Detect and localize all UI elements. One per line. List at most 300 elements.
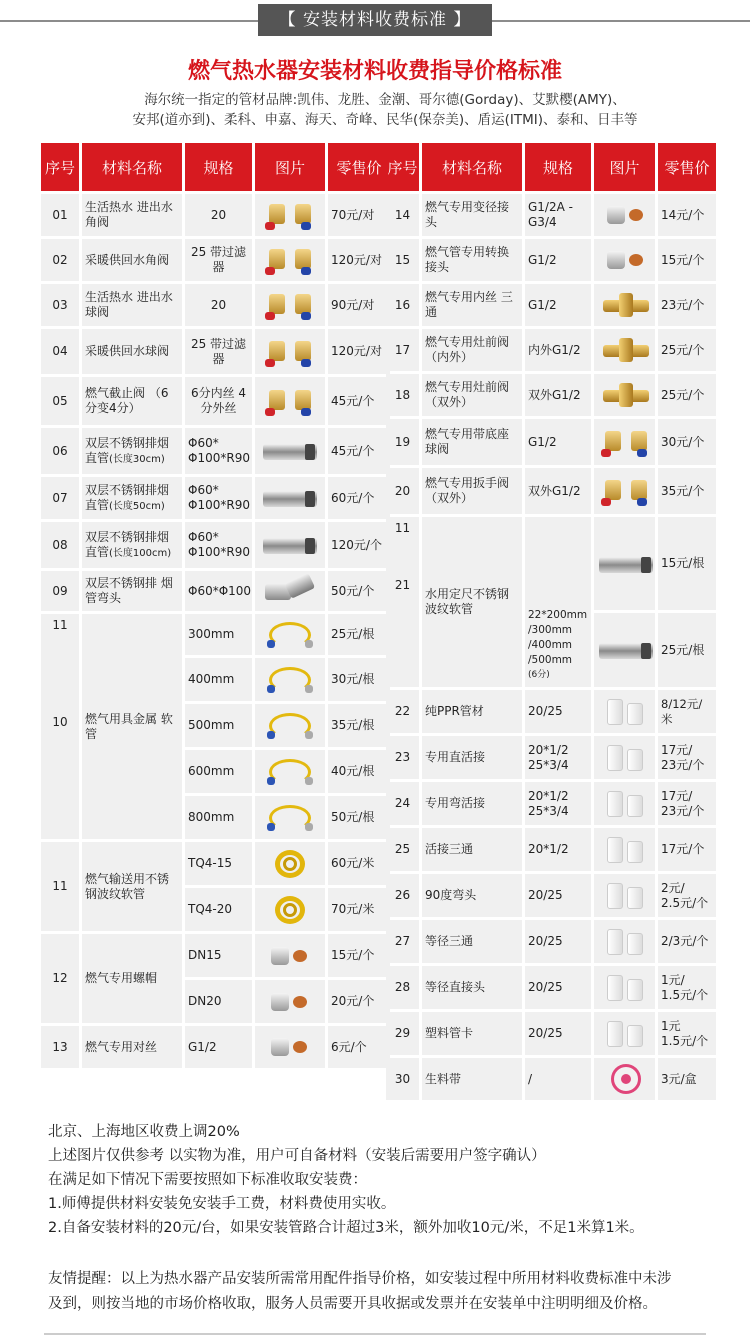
item-spec: G1/2 xyxy=(525,419,591,465)
icon-shape xyxy=(269,204,285,224)
brand-line-2: 安邦(道亦到)、柔科、申嘉、海天、奇峰、民华(保奈美)、盾运(ITMI)、泰和、日丰等 xyxy=(132,112,638,128)
table-row xyxy=(41,934,390,977)
banner-divider-left xyxy=(0,20,258,22)
icon-shape xyxy=(301,359,311,367)
row-no: 06 xyxy=(41,428,79,474)
item-picture xyxy=(594,828,655,871)
table-row xyxy=(41,842,390,885)
spec-line-2: Φ100*R90 xyxy=(188,498,250,512)
item-name xyxy=(82,522,182,568)
gas-hose-icon xyxy=(261,618,319,652)
valve-icon xyxy=(597,378,655,412)
icon-shape xyxy=(305,538,315,554)
item-picture xyxy=(594,1012,655,1055)
table-row xyxy=(41,571,390,611)
item-picture xyxy=(255,658,325,701)
friendly-reminder xyxy=(48,1267,718,1317)
item-spec: 400mm xyxy=(185,658,252,701)
icon-shape xyxy=(267,777,275,785)
item-picture xyxy=(594,284,655,326)
nipple-icon xyxy=(261,1030,319,1064)
item-picture xyxy=(594,782,655,825)
icon-shape xyxy=(641,557,651,573)
table-row xyxy=(41,477,390,519)
table-row xyxy=(41,329,390,374)
item-picture xyxy=(594,920,655,963)
row-no: 01 xyxy=(41,194,79,236)
item-picture xyxy=(255,477,325,519)
row-no: 24 xyxy=(386,782,419,825)
icon-shape xyxy=(605,480,621,500)
icon-shape xyxy=(607,251,625,269)
item-name xyxy=(82,477,182,519)
coupling-icon xyxy=(597,971,655,1005)
item-name: 燃气专用内丝 三通 xyxy=(422,284,522,326)
valve-icon xyxy=(261,198,319,232)
item-picture xyxy=(594,517,655,610)
icon-shape xyxy=(269,390,285,410)
item-price: 50元/根 xyxy=(328,796,390,839)
item-spec: 20/25 xyxy=(525,966,591,1009)
row-no: 15 xyxy=(386,239,419,281)
item-name: 专用直活接 xyxy=(422,736,522,779)
icon-shape xyxy=(607,1021,623,1047)
item-name: 生活热水 进出水球阀 xyxy=(82,284,182,326)
item-picture xyxy=(594,874,655,917)
item-price: 70元/对 xyxy=(328,194,390,236)
item-name: 活接三通 xyxy=(422,828,522,871)
item-name: 生料带 xyxy=(422,1058,522,1100)
icon-shape xyxy=(305,823,313,831)
icon-shape xyxy=(295,249,311,269)
item-spec xyxy=(185,522,252,568)
spec-line: /400mm xyxy=(528,639,573,651)
row-no: 30 xyxy=(386,1058,419,1100)
item-price: 17元/个 xyxy=(658,828,716,871)
icon-shape xyxy=(269,294,285,314)
item-picture xyxy=(255,842,325,885)
item-picture xyxy=(255,239,325,281)
icon-shape xyxy=(305,491,315,507)
item-name: 燃气用具金属 软管 xyxy=(82,614,182,839)
item-spec: 20*1/2 xyxy=(525,828,591,871)
item-picture xyxy=(255,888,325,931)
row-no: 17 xyxy=(386,329,419,371)
item-name xyxy=(82,428,182,474)
header-price: 零售价 xyxy=(658,143,716,191)
item-price xyxy=(658,966,716,1009)
page-title: 燃气热水器安装材料收费指导价格标准 xyxy=(187,59,562,84)
item-spec: G1/2 xyxy=(525,284,591,326)
length-note: (长度30cm) xyxy=(109,453,165,465)
union-icon xyxy=(597,741,655,775)
item-price: 50元/个 xyxy=(328,571,390,611)
spec-line-1: 20*1/2 xyxy=(528,788,569,803)
table-header xyxy=(386,143,716,191)
item-spec: 25 带过滤器 xyxy=(185,329,252,374)
item-spec xyxy=(525,736,591,779)
icon-shape xyxy=(265,267,275,275)
item-spec: DN20 xyxy=(185,980,252,1023)
row-no: 26 xyxy=(386,874,419,917)
valve-icon xyxy=(261,335,319,369)
item-spec xyxy=(525,517,591,687)
icon-shape xyxy=(265,359,275,367)
table-row xyxy=(386,828,716,871)
header-name: 材料名称 xyxy=(82,143,182,191)
item-price: 120元/对 xyxy=(328,329,390,374)
row-no: 12 xyxy=(41,934,79,1023)
icon-shape xyxy=(631,431,647,451)
item-picture xyxy=(594,736,655,779)
item-picture xyxy=(594,329,655,371)
icon-shape xyxy=(637,449,647,457)
icon-shape xyxy=(293,950,307,962)
item-picture xyxy=(594,1058,655,1100)
section-banner: 【 安装材料收费标准 】 xyxy=(258,4,492,36)
spec-line-1: Φ60* xyxy=(188,530,219,544)
item-price: 30元/根 xyxy=(328,658,390,701)
icon-shape xyxy=(267,823,275,831)
banner-divider-right xyxy=(492,20,750,22)
item-spec: TQ4-20 xyxy=(185,888,252,931)
icon-shape xyxy=(293,1041,307,1053)
icon-shape xyxy=(305,444,315,460)
table-header xyxy=(41,143,390,191)
item-spec: 20 xyxy=(185,284,252,326)
item-name: 燃气专用灶前阀 （双外） xyxy=(422,374,522,416)
item-picture xyxy=(255,194,325,236)
table-row xyxy=(386,284,716,326)
table-row xyxy=(386,874,716,917)
price-line-2: 23元/个 xyxy=(661,803,705,818)
note-line: 在满足如下情况下需要按照如下标准收取安装费： xyxy=(48,1172,367,1188)
item-picture xyxy=(594,690,655,733)
row-no: 09 xyxy=(41,571,79,611)
table-row xyxy=(386,782,716,825)
item-name: 90度弯头 xyxy=(422,874,522,917)
row-no: 20 xyxy=(386,468,419,514)
price-table-left xyxy=(38,140,393,1071)
item-name: 塑料管卡 xyxy=(422,1012,522,1055)
icon-shape xyxy=(627,841,643,863)
row-no: 23 xyxy=(386,736,419,779)
spec-line-2: Φ100*R90 xyxy=(188,451,250,465)
item-name: 等径直接头 xyxy=(422,966,522,1009)
corrugated-hose-icon xyxy=(261,847,319,881)
table-row xyxy=(386,374,716,416)
price-line-1: 1元 xyxy=(661,1018,681,1033)
header-spec: 规格 xyxy=(525,143,591,191)
table-row xyxy=(41,377,390,425)
row-no: 02 xyxy=(41,239,79,281)
icon-shape xyxy=(305,777,313,785)
notes-section xyxy=(48,1120,728,1240)
item-price xyxy=(658,1012,716,1055)
row-no xyxy=(41,614,79,839)
item-spec: Φ60*Φ100 xyxy=(185,571,252,611)
row-no: 07 xyxy=(41,477,79,519)
icon-shape xyxy=(607,975,623,1001)
icon-shape xyxy=(293,996,307,1008)
item-picture xyxy=(255,980,325,1023)
price-line-1: 2元/ xyxy=(661,880,685,895)
icon-shape xyxy=(607,791,623,817)
ball-valve-icon xyxy=(597,425,655,459)
row-no-main: 21 xyxy=(394,578,411,592)
spec-line-1: Φ60* xyxy=(188,483,219,497)
icon-shape xyxy=(627,933,643,955)
price-line-1: 1元/ xyxy=(661,972,685,987)
item-spec: G1/2 xyxy=(185,1026,252,1068)
item-price: 8/12元/米 xyxy=(658,690,716,733)
reducer-icon xyxy=(597,198,655,232)
item-picture xyxy=(255,704,325,747)
item-picture xyxy=(255,750,325,793)
table-row xyxy=(386,194,716,236)
icon-shape xyxy=(295,294,311,314)
row-no: 03 xyxy=(41,284,79,326)
row-no: 22 xyxy=(386,690,419,733)
row-no-top: 11 xyxy=(394,521,411,535)
length-note: (长度100cm) xyxy=(109,547,172,559)
item-price: 25元/个 xyxy=(658,329,716,371)
item-price: 25元/根 xyxy=(328,614,390,655)
item-spec: 600mm xyxy=(185,750,252,793)
spec-line-2: 25*3/4 xyxy=(528,803,569,818)
item-name: 燃气专用灶前阀 （内外） xyxy=(422,329,522,371)
item-spec: 6分内丝 4分外丝 xyxy=(185,377,252,425)
item-price: 35元/根 xyxy=(328,704,390,747)
icon-shape xyxy=(269,249,285,269)
icon-shape xyxy=(267,685,275,693)
item-spec: G1/2A -G3/4 xyxy=(525,194,591,236)
tee-icon xyxy=(597,925,655,959)
table-row xyxy=(386,329,716,371)
price-line-2: 1.5元/个 xyxy=(661,1033,709,1048)
item-picture xyxy=(255,614,325,655)
item-picture xyxy=(594,194,655,236)
item-spec: DN15 xyxy=(185,934,252,977)
item-spec: 20/25 xyxy=(525,920,591,963)
icon-shape xyxy=(607,929,623,955)
icon-shape xyxy=(285,573,315,598)
item-name: 燃气专用带底座 球阀 xyxy=(422,419,522,465)
icon-shape xyxy=(265,312,275,320)
icon-shape xyxy=(301,408,311,416)
row-no: 05 xyxy=(41,377,79,425)
spec-line-2: 25*3/4 xyxy=(528,757,569,772)
item-picture xyxy=(594,374,655,416)
item-spec: 双外G1/2 xyxy=(525,374,591,416)
brand-line-1: 海尔统一指定的管材品牌:凯伟、龙胜、金潮、哥尔德(Gorday)、艾默樱(AMY)、 xyxy=(144,92,626,108)
row-no: 29 xyxy=(386,1012,419,1055)
icon-shape xyxy=(305,731,313,739)
item-name: 双层不锈钢排 烟管弯头 xyxy=(82,571,182,611)
item-spec: 内外G1/2 xyxy=(525,329,591,371)
item-picture xyxy=(255,796,325,839)
icon-shape xyxy=(629,209,643,221)
icon-shape xyxy=(627,887,643,909)
item-name: 采暖供回水球阀 xyxy=(82,329,182,374)
icon-shape xyxy=(601,498,611,506)
icon-shape xyxy=(267,731,275,739)
gas-hose-icon xyxy=(261,755,319,789)
icon-shape xyxy=(283,857,297,871)
item-name: 专用弯活接 xyxy=(422,782,522,825)
valve-icon xyxy=(261,288,319,322)
icon-shape xyxy=(301,267,311,275)
item-spec: 双外G1/2 xyxy=(525,468,591,514)
table-row xyxy=(386,1012,716,1055)
corrugated-hose-icon xyxy=(261,893,319,927)
item-price: 2/3元/个 xyxy=(658,920,716,963)
item-price: 120元/对 xyxy=(328,239,390,281)
row-no: 08 xyxy=(41,522,79,568)
icon-shape xyxy=(295,390,311,410)
row-no: 18 xyxy=(386,374,419,416)
item-spec: 300mm xyxy=(185,614,252,655)
price-table-right xyxy=(383,140,719,1103)
item-price xyxy=(658,736,716,779)
item-price: 25元/根 xyxy=(658,613,716,687)
icon-shape xyxy=(607,883,623,909)
elbow-icon xyxy=(597,879,655,913)
icon-shape xyxy=(627,979,643,1001)
item-spec: TQ4-15 xyxy=(185,842,252,885)
pipe-clip-icon xyxy=(597,1017,655,1051)
valve-icon xyxy=(261,384,319,418)
row-no: 28 xyxy=(386,966,419,1009)
row-no-top: 11 xyxy=(52,618,68,632)
table-row xyxy=(386,468,716,514)
item-picture xyxy=(255,428,325,474)
flue-elbow-icon xyxy=(261,574,319,608)
row-no: 11 xyxy=(41,842,79,931)
icon-shape xyxy=(295,204,311,224)
item-price: 15元/个 xyxy=(328,934,390,977)
item-name: 燃气管专用转换 接头 xyxy=(422,239,522,281)
item-picture xyxy=(255,284,325,326)
item-price: 25元/个 xyxy=(658,374,716,416)
item-name: 燃气专用螺帽 xyxy=(82,934,182,1023)
note-line: 北京、上海地区收费上调20% xyxy=(48,1124,240,1140)
item-price: 120元/个 xyxy=(328,522,390,568)
ptfe-tape-icon xyxy=(597,1062,655,1096)
table-row xyxy=(386,1058,716,1100)
header-no: 序号 xyxy=(386,143,419,191)
item-picture xyxy=(255,522,325,568)
icon-shape xyxy=(627,749,643,771)
icon-shape xyxy=(619,338,633,362)
braided-hose-icon xyxy=(597,547,655,581)
item-name: 燃气输送用不锈 钢波纹软管 xyxy=(82,842,182,931)
icon-shape xyxy=(641,643,651,659)
table-row xyxy=(41,614,390,655)
icon-shape xyxy=(305,685,313,693)
nut-icon xyxy=(261,939,319,973)
table-row xyxy=(386,239,716,281)
flue-pipe-icon xyxy=(261,481,319,515)
spec-line: /300mm xyxy=(528,624,573,636)
spec-line: (6分) xyxy=(528,670,550,680)
item-picture xyxy=(594,966,655,1009)
row-no: 19 xyxy=(386,419,419,465)
flue-pipe-icon xyxy=(261,528,319,562)
item-picture xyxy=(255,329,325,374)
icon-shape xyxy=(271,947,289,965)
item-picture xyxy=(255,1026,325,1068)
icon-shape xyxy=(619,293,633,317)
item-spec: 25 带过滤器 xyxy=(185,239,252,281)
table-row xyxy=(41,194,390,236)
table-row xyxy=(386,419,716,465)
item-name-text: 双层不锈钢排烟 直管 xyxy=(85,435,170,465)
item-name: 水用定尺不锈钢 波纹软管 xyxy=(422,517,522,687)
item-picture xyxy=(594,239,655,281)
ppr-pipe-icon xyxy=(597,695,655,729)
icon-shape xyxy=(607,837,623,863)
icon-shape xyxy=(265,408,275,416)
reminder-line-2: 及到，则按当地的市场价格收取，服务人员需要开具收据或发票并在安装单中注明明细及价格。 xyxy=(48,1296,657,1312)
item-picture xyxy=(255,377,325,425)
item-picture xyxy=(255,934,325,977)
item-name: 燃气截止阀 （6分变4分） xyxy=(82,377,182,425)
item-spec xyxy=(525,782,591,825)
item-name: 生活热水 进出水角阀 xyxy=(82,194,182,236)
table-row xyxy=(41,522,390,568)
icon-shape xyxy=(271,993,289,1011)
row-no: 16 xyxy=(386,284,419,326)
item-price: 15元/根 xyxy=(658,517,716,610)
row-no: 25 xyxy=(386,828,419,871)
spec-line-2: Φ100*R90 xyxy=(188,545,250,559)
item-spec: 20/25 xyxy=(525,874,591,917)
icon-shape xyxy=(295,341,311,361)
item-name: 燃气专用扳手阀 （双外） xyxy=(422,468,522,514)
icon-shape xyxy=(265,222,275,230)
item-price: 14元/个 xyxy=(658,194,716,236)
row-no: 27 xyxy=(386,920,419,963)
icon-shape xyxy=(607,745,623,771)
gas-hose-icon xyxy=(261,663,319,697)
table-row xyxy=(386,966,716,1009)
header-spec: 规格 xyxy=(185,143,252,191)
item-spec: 20/25 xyxy=(525,1012,591,1055)
item-picture xyxy=(594,468,655,514)
flue-pipe-icon xyxy=(261,434,319,468)
reminder-line-1: 友情提醒：以上为热水器产品安装所需常用配件指导价格，如安装过程中所用材料收费标准中未涉 xyxy=(48,1271,672,1287)
item-price: 40元/根 xyxy=(328,750,390,793)
icon-shape xyxy=(269,341,285,361)
item-price: 90元/对 xyxy=(328,284,390,326)
adapter-icon xyxy=(597,243,655,277)
table-row xyxy=(41,1026,390,1068)
icon-shape xyxy=(267,640,275,648)
item-price: 6元/个 xyxy=(328,1026,390,1068)
item-price xyxy=(658,874,716,917)
spec-line-1: 20*1/2 xyxy=(528,742,569,757)
spec-line: 22*200mm xyxy=(528,609,588,621)
spec-line-1: Φ60* xyxy=(188,436,219,450)
item-price: 30元/个 xyxy=(658,419,716,465)
icon-shape xyxy=(629,254,643,266)
item-name: 采暖供回水角阀 xyxy=(82,239,182,281)
item-price: 23元/个 xyxy=(658,284,716,326)
table-row xyxy=(41,284,390,326)
item-spec xyxy=(185,477,252,519)
item-price: 60元/个 xyxy=(328,477,390,519)
